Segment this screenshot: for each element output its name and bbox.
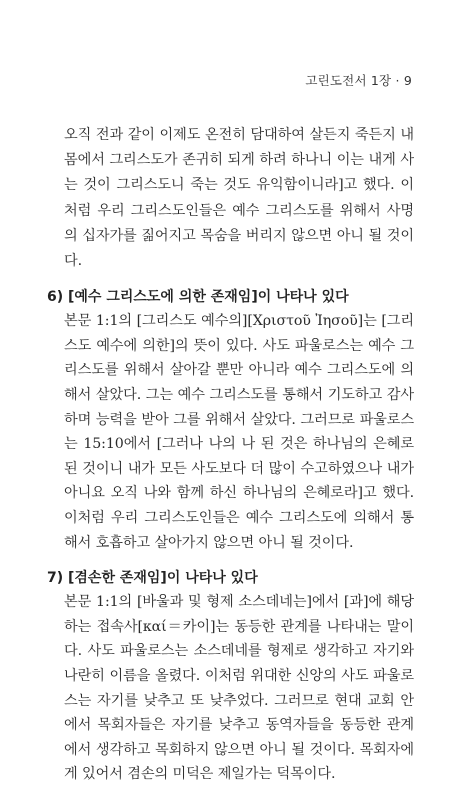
section-7 <box>47 567 414 787</box>
section-heading: 7) [겸손한 존재임]이 나타나 있다 <box>47 570 258 587</box>
section-body: 본문 1:1의 [바울과 및 형제 소스데네는]에서 [과]에 해당하는 접속사[καί＝카이]는 동등한 관계를 나타내는 말이다. 사도 파울로스는 소스데네를 형제로 생각하고 자기와 나란히 이름을 올렸다. 이처럼 위대한 신앙의 사도 파울로스는 자기를 낮추고 또 낮추었다. 그러므로 현대 교회 안에서 목회자들은 자기를 낮추고 동역자들을 동등한 관계에서 생각하고 목회하지 않으면 아니 될 것이다. 목회자에게 있어서 겸손의 미덕은 제일가는 덕목이다. <box>64 594 414 783</box>
section-body: 본문 1:1의 [그리스도 예수의][Χριστοῦ Ἰησοῦ]는 [그리스도 예수에 의한]의 뜻이 있다. 사도 파울로스는 예수 그리스도를 위해서 살아갈 뿐만 아니라 예수 그리스도에 의해서 살았다. 그는 예수 그리스도를 통해서 기도하고 감사하며 능력을 받아 그를 위해서 살았다. 그러므로 파울로스는 15:10에서 [그러나 나의 나 된 것은 하나님의 은혜로 된 것이니 내가 모든 사도보다 더 많이 수고하였으나 내가 아니요 오직 나와 함께 하신 하나님의 은혜로라]고 했다. 이처럼 우리 그리스도인들은 예수 그리스도에 의해서 통해서 호흡하고 살아가지 않으면 아니 될 것이다. <box>64 313 414 551</box>
intro-paragraph: 오직 전과 같이 이제도 온전히 담대하여 살든지 죽든지 내 몸에서 그리스도가 존귀히 되게 하려 하나니 이는 내게 사는 것이 그리스도니 죽는 것도 유익함이니라]고 했다. 이처럼 우리 그리스도인들은 예수 그리스도를 위해서 사명의 십자가를 짊어지고 목숨을 버리지 않으면 아니 될 것이다. <box>64 127 414 270</box>
running-header: 고린도전서 1장 · 9 <box>305 73 412 88</box>
page-content <box>47 123 414 787</box>
section-6 <box>47 286 414 555</box>
section-heading: 6) [예수 그리스도에 의한 존재임]이 나타나 있다 <box>47 289 349 306</box>
